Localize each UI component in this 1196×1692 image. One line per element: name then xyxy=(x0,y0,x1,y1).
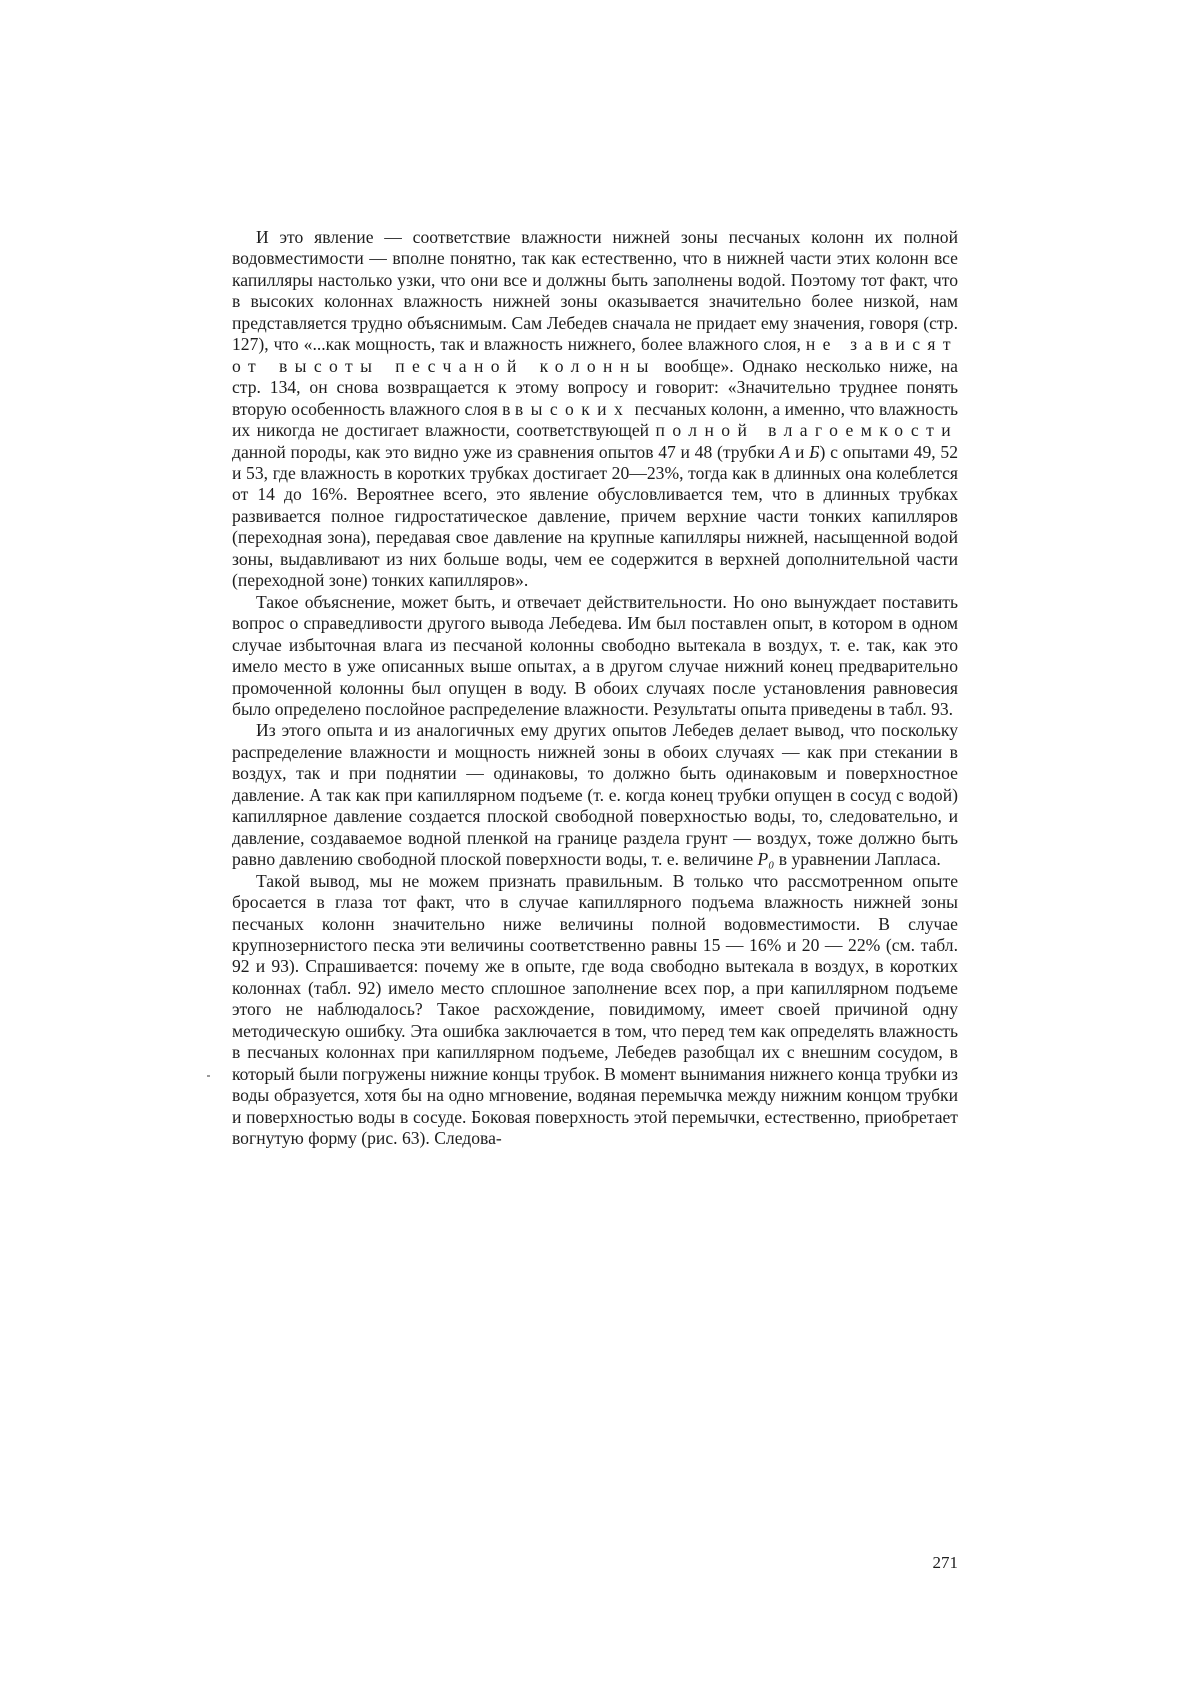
text-segment: данной породы, как это видно уже из сравнения опытов 47 и 48 (трубки xyxy=(232,441,780,462)
paragraph xyxy=(232,227,958,592)
paragraph xyxy=(232,720,958,870)
text-segment: Такое объяснение, может быть, и отвечает действительности. Но оно вынуждает поставить вопрос о справедливости другого вывода Лебедева. Им был поставлен опыт, в котором в одном случае избыточная влага из песчаной колонны свободно вытекала в воздух, т. е. так, как это имело место в уже описанных выше опытах, а в другом случае нижний конец предварительно промоченной колонны был опущен в воду. В обоих случаях после установления равновесия было определено послойное распределение влажности. Результаты опыта приведены в табл. 93. xyxy=(232,591,958,719)
paragraph xyxy=(232,871,958,1150)
margin-mark xyxy=(207,1075,210,1077)
page-number: 271 xyxy=(932,1553,958,1572)
body-text xyxy=(232,227,958,1149)
paragraph xyxy=(232,592,958,721)
text-segment: и xyxy=(790,441,810,462)
text-segment: песчаных колонн, а именно, что влажность их никогда не достигает влажности, соответствующей xyxy=(232,398,958,441)
text-segment: Из этого опыта и из аналогичных ему других опытов Лебедев делает вывод, что поскольку распределение влажности и мощность нижней зоны в обоих случаях — как при стекании в воздух, так и при поднятии — одинаковы, то должно быть одинаковым и поверхностное давление. А так как при капиллярном подъеме (т. е. когда конец трубки опущен в сосуд с водой) капиллярное давление создается плоской свободной поверхностью воды, то, следовательно, и давление, создаваемое водной пленкой на границе раздела грунт — воздух, тоже должно быть равно давлению свободной плоской поверхности воды, т. е. величине xyxy=(232,720,958,870)
emphasized-text: не зависят от высоты песчаной колонны xyxy=(232,334,958,376)
italic-text: А xyxy=(779,441,791,462)
emphasized-text: высоких xyxy=(514,398,631,419)
text-segment: вообще». Однако несколько ниже, на стр. 134, он снова возвращается к этому вопросу и говорит: «Значительно труднее понять вторую особенность влажного слоя в xyxy=(232,355,958,419)
italic-text: Б xyxy=(809,441,820,462)
text-segment: ) с опытами 49, 52 и 53, где влажность в коротких трубках достигает 20—23%, тогда как в длинных она колеблется от 14 до 16%. Вероятнее всего, это явление обусловливается тем, что в длинных трубках развивается полное гидростатическое давление, причем верхние части тонких капилляров (переходная зона), передавая свое давление на крупные капилляры нижней, насыщенной водой зоны, выдавливают из них больше воды, чем ее содержится в верхней дополнительной части (переходной зоне) тонких капилляров». xyxy=(232,441,958,591)
italic-text: P₀ xyxy=(757,849,775,870)
emphasized-text: полной влагоемкости xyxy=(655,420,958,441)
text-segment: Такой вывод, мы не можем признать правильным. В только что рассмотренном опыте бросается в глаза тот факт, что в случае капиллярного подъема влажность нижней зоны песчаных колонн значительно ниже величины полной водовместимости. В случае крупнозернистого песка эти величины соответственно равны 15 — 16% и 20 — 22% (см. табл. 92 и 93). Спрашивается: почему же в опыте, где вода свободно вытекала в воздух, в коротких колоннах (табл. 92) имело место сплошное заполнение всех пор, а при капиллярном подъеме этого не наблюдалось? Такое расхождение, повидимому, имеет своей причиной одну методическую ошибку. Эта ошибка заключается в том, что перед тем как определять влажность в песчаных колоннах при капиллярном подъеме, Лебедев разобщал их с внешним сосудом, в который были погружены нижние концы трубок. В момент вынимания нижнего конца трубки из воды образуется, хотя бы на одно мгновение, водяная перемычка между нижним концом трубки и поверхностью воды в сосуде. Боковая поверхность этой перемычки, естественно, приобретает вогнутую форму (рис. 63). Следова- xyxy=(232,870,958,1149)
text-segment: И это явление — соответствие влажности нижней зоны песчаных колонн их полной водовместимости — вполне понятно, так как естественно, что в нижней части этих колонн все капилляры настолько узки, что они все и должны быть заполнены водой. Поэтому тот факт, что в высоких колоннах влажность нижней зоны оказывается значительно более низкой, нам представляется трудно объяснимым. Сам Лебедев сначала не придает ему значения, говоря (стр. 127), что «...как мощность, так и влажность нижнего, более влажного слоя, xyxy=(232,227,958,355)
text-segment: в уравнении Лапласа. xyxy=(774,849,941,870)
